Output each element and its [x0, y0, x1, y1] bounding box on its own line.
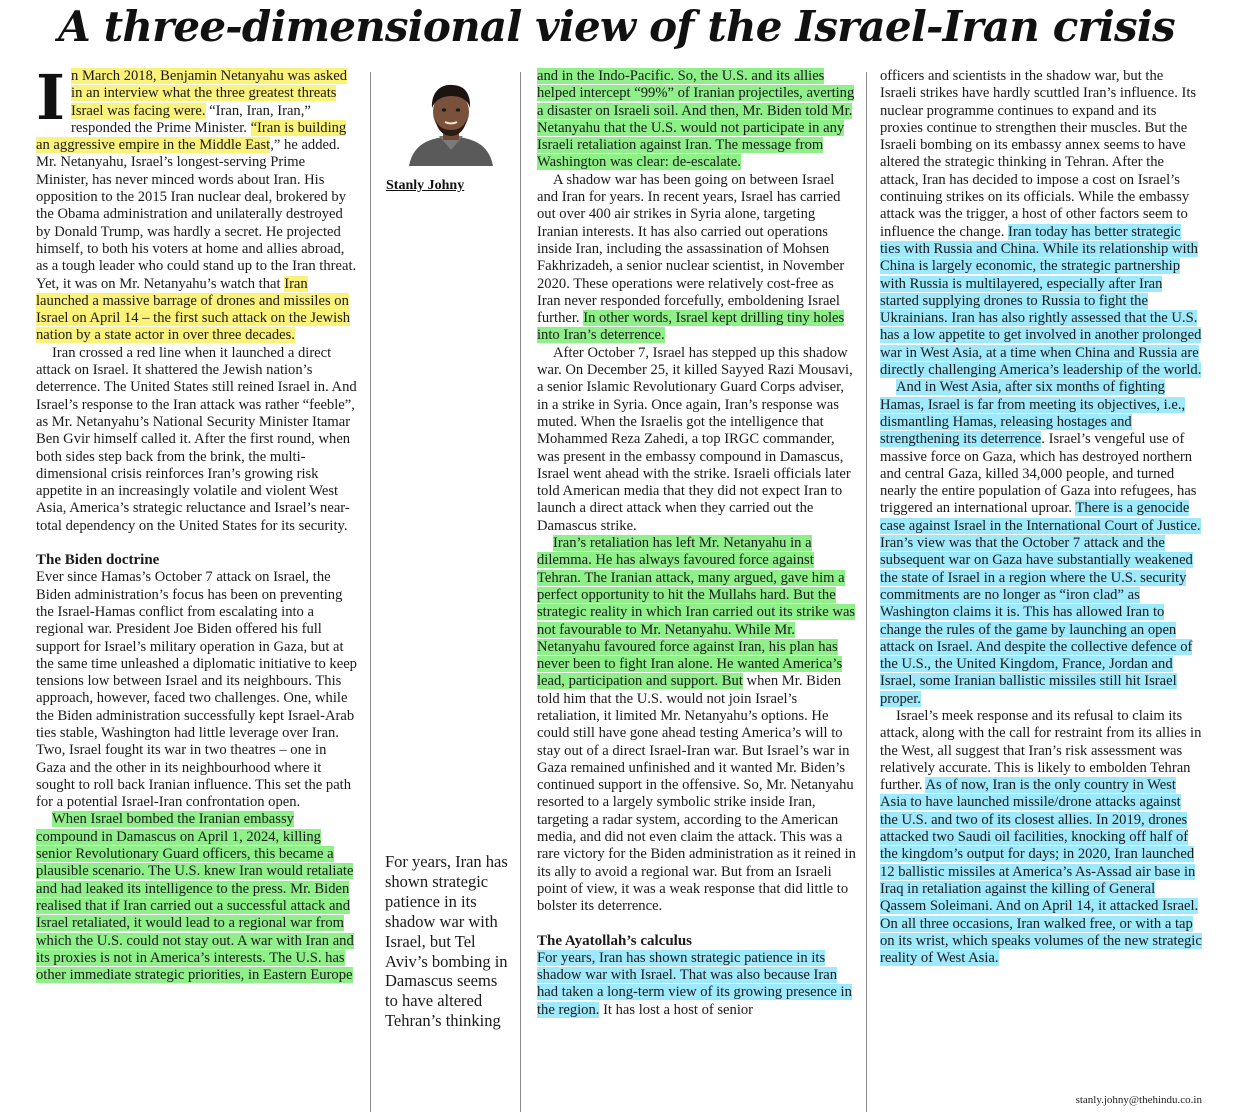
highlighted-text: Iran today has better strategic ties with Russia and China. While its relationship with China is largely economic, the strategic partnership with Russia is multilayered, especially after Iran started supplying drones to Russia to fight the Ukrainians. Iran has also rightly assessed that the U.S. has a low appetite to get involved in another prolonged war in West Asia, at a time when China and Russia are directly challenging America’s leadership of the world. [880, 223, 1202, 379]
author-byline[interactable]: Stanly Johny [386, 178, 465, 193]
body-text: A shadow war has been going on between Israel and Iran for years. In recent years, Israel has carried out over 400 air strikes in Syria alone, targeting Iranian interests. It has also carried out operations inside Iran, including the assassination of Mohsen Fakhrizadeh, a senior nuclear scientist, in November 2020. These operations were relatively cost-free as Iran never responded forcefully, emboldening Israel further. [537, 171, 845, 327]
column-divider [520, 72, 521, 1112]
column-divider [866, 72, 867, 1112]
column-divider [370, 72, 371, 1112]
paragraph: Iran crossed a red line when it launched a direct attack on Israel. It shattered the Jewish nation’s deterrence. The United States still reined Israel in. And Israel’s response to the Iran attack was rather “feeble”, as Mr. Netanyahu’s National Security Minister Itamar Ben Gvir himself called it. After the first round, when both sides step back from the brink, the multi-dimensional crisis reinforces Iran’s growing risk appetite in an increasingly volatile and violent West Asia, America’s strategic reluctance and Israel’s near-total dependency on the United States for its security. [36, 344, 357, 534]
body-text: ,” he added. Mr. Netanyahu, Israel’s longest-serving Prime Minister, has never minced words about Iran. His opposition to the 2015 Iran nuclear deal, brokered by the Obama administration and unilaterally destroyed by Donald Trump, was hardly a secret. He projected himself, to both his voters at home and allies abroad, as a tough leader who could stand up to the Iran threat. Yet, it was on Mr. Netanyahu’s watch that [36, 137, 357, 292]
paragraph [537, 950, 857, 1019]
paragraph [880, 379, 1202, 708]
subhead-ayatollahs-calculus: The Ayatollah’s calculus [537, 932, 693, 949]
paragraph: After October 7, Israel has stepped up this shadow war. On December 25, it killed Sayyed Razi Mousavi, a senior Islamic Revolutionary Guard Corps adviser, in a strike in Syria. Once again, Iran’s response was muted. When the Israelis got the intelligence that Mohammed Reza Zahedi, a top IRGC commander, was present in the embassy compound in Damascus, Israel went ahead with the strike. Israeli officials later told American media that they did not expect Iran to launch a direct attack when they carried out the Damascus strike. [537, 344, 853, 534]
paragraph [537, 535, 857, 916]
body-text: Israel’s meek response and its refusal to claim its attack, along with the call for restraint from its allies in the West, all suggest that Iran’s risk assessment was relatively accurate. This is likely to embolden Tehran further. [880, 707, 1202, 794]
paragraph: Ever since Hamas’s October 7 attack on Israel, the Biden administration’s focus has been on preventing the Israel-Hamas conflict from escalating into a regional war. President Joe Biden offered his full support for Israel’s military operation in Gaza, but at the same time unleashed a diplomatic initiative to keep tensions low between Israel and its neighbours. This approach, however, faced two challenges. One, while the Biden administration successfully kept Israel-Arab ties stable, Washington had little leverage over Iran. Two, Israel fought its war in two theatres – one in Gaza and the other in its neighbourhood where it sought to roll back Iranian influence. This set the path for a potential Israel-Iran confrontation open. [36, 569, 357, 811]
body-text: when Mr. Biden told him that the U.S. would not join Israel’s retaliation, it limited Mr. Netanyahu’s options. He could still have gone ahead testing America’s will to stay out of a direct Israel-Iran war. But Israel’s war in Gaza remained unfinished and it wanted Mr. Biden’s continued support in the offensive. So, Mr. Netanyahu resorted to a largely symbolic strike inside Iran, targeting a radar system, according to the American media, and did not even claim the attack. This was a rare victory for the Biden administration as it reined in its ally to avoid a regional war. But from an Israeli point of view, it was a weak response that did little to bolster its deterrence. [537, 673, 856, 915]
headline: A three-dimensional view of the Israel-Iran crisis [58, 2, 1175, 51]
body-text: “Iran, Iran, Iran,” responded the Prime Minister. [71, 102, 311, 136]
highlighted-text: n March 2018, Benjamin Netanyahu was asked in an interview what the three greatest threats Israel was facing were. [71, 68, 348, 119]
body-text: . Israel’s vengeful use of massive force on Gaza, which has destroyed northern and central Gaza, killed 34,000 people, and turned nearly the entire population of Gaza into refugees, has triggered an international uproar. [880, 431, 1197, 517]
highlighted-text: There is a genocide case against Israel in the International Court of Justice. Iran’s view was that the October 7 attack and the subsequent war on Gaza have substantially weakened the state of Israel in a region where the U.S. security commitments are no longer as “iron clad” as Washington claims it is. This has allowed Iran to change the rules of the game by launching an open attack on Israel. And despite the collective defence of the U.S., the United Kingdom, France, Jordan and Israel, some Iranian ballistic missiles still hit Israel proper. [880, 500, 1201, 707]
highlighted-text: When Israel bombed the Iranian embassy compound in Damascus on April 1, 2024, killing senior Revolutionary Guard officers, this became a plausible scenario. The U.S. knew Iran would retaliate and had leaked its intelligence to the press. Mr. Biden realised that if Iran carried out a successful attack and Israel retaliated, it would lead to a regional war from which the U.S. could not stay out. A war with Iran and its proxies is not in America’s interests. The U.S. has other immediate strategic priorities, in Eastern Europe [36, 811, 354, 984]
paragraph [537, 172, 857, 345]
article-column-3 [537, 68, 857, 1019]
highlighted-text: “Iran is building an aggressive empire in the Middle East [36, 119, 347, 154]
article-column-4 [880, 68, 1202, 967]
highlighted-text: In other words, Israel kept drilling tiny holes into Iran’s deterrence. [537, 310, 845, 344]
paragraph [880, 708, 1202, 967]
paragraph [537, 68, 857, 172]
drop-cap: I [36, 61, 66, 134]
body-text: officers and scientists in the shadow war, but the Israeli strikes have hardly scuttled Iran’s influence. Its nuclear programme continues to expand and its proxies continue to strengthen their muscles. But the Israeli bombing on its embassy annex seems to have altered the strategic thinking in Tehran. After the attack, Iran has decided to impose a cost on Israel’s continuing strikes on its officials. While the embassy attack was the trigger, a host of other factors seem to influence the change. [880, 68, 1197, 240]
paragraph [880, 68, 1202, 379]
paragraph [36, 811, 358, 984]
body-text: It has lost a host of senior [599, 1001, 754, 1018]
highlighted-text: As of now, Iran is the only country in West Asia to have launched missile/drone attacks against the U.S. and two of its closest allies. In 2019, drones attacked two Saudi oil facilities, knocking off half of the kingdom’s output for days; in 2020, Iran launched 12 ballistic missiles at America’s As-Assad air base in Iraq in retaliation against the killing of General Qassem Soleimani. And on April 14, it attacked Israel. On all three occasions, Iran walked free, or with a tap on its wrist, which speaks volumes of the new strategic reality of West Asia. [880, 777, 1202, 967]
highlighted-text: and in the Indo-Pacific. So, the U.S. and its allies helped intercept “99%” of Iranian projectiles, averting a disaster on Israeli soil. And then, Mr. Biden told Mr. Netanyahu that the U.S. would not participate in any Israeli retaliation against Iran. The message from Washington was clear: de-escalate. [537, 68, 855, 171]
subhead-biden-doctrine: The Biden doctrine [36, 552, 160, 569]
article-column-1 [36, 61, 358, 984]
paragraph [36, 61, 358, 345]
highlighted-text: For years, Iran has shown strategic patience in its shadow war with Israel. That was also because Iran had taken a long-term view of its growing presence in the region. [537, 949, 852, 1018]
author-photo [405, 78, 497, 166]
highlighted-text: Iran’s retaliation has left Mr. Netanyahu in a dilemma. He has always favoured force against Tehran. The Iranian attack, many argued, gave him a perfect opportunity to hit the Mullahs hard. But the strategic reality in which Iran carried out its strike was not favourable to Mr. Netanyahu. While Mr. Netanyahu favoured force against Iran, his plan has never been to fight Iran alone. He wanted America’s lead, participation and support. But [537, 535, 856, 690]
highlighted-text: And in West Asia, after six months of fighting Hamas, Israel is far from meeting its objectives, i.e., dismantling Hamas, releasing hostages and strengthening its deterrence [880, 379, 1186, 448]
author-email[interactable]: stanly.johny@thehindu.co.in [1075, 1094, 1202, 1106]
pull-quote: For years, Iran has shown strategic patience in its shadow war with Israel, but Tel Aviv’s bombing in Damascus seems to have altered Tehran’s thinking [385, 852, 508, 1031]
highlighted-text: Iran launched a massive barrage of drones and missiles on Israel on April 14 – the first such attack on the Jewish nation by a state actor in over three decades. [36, 275, 351, 344]
